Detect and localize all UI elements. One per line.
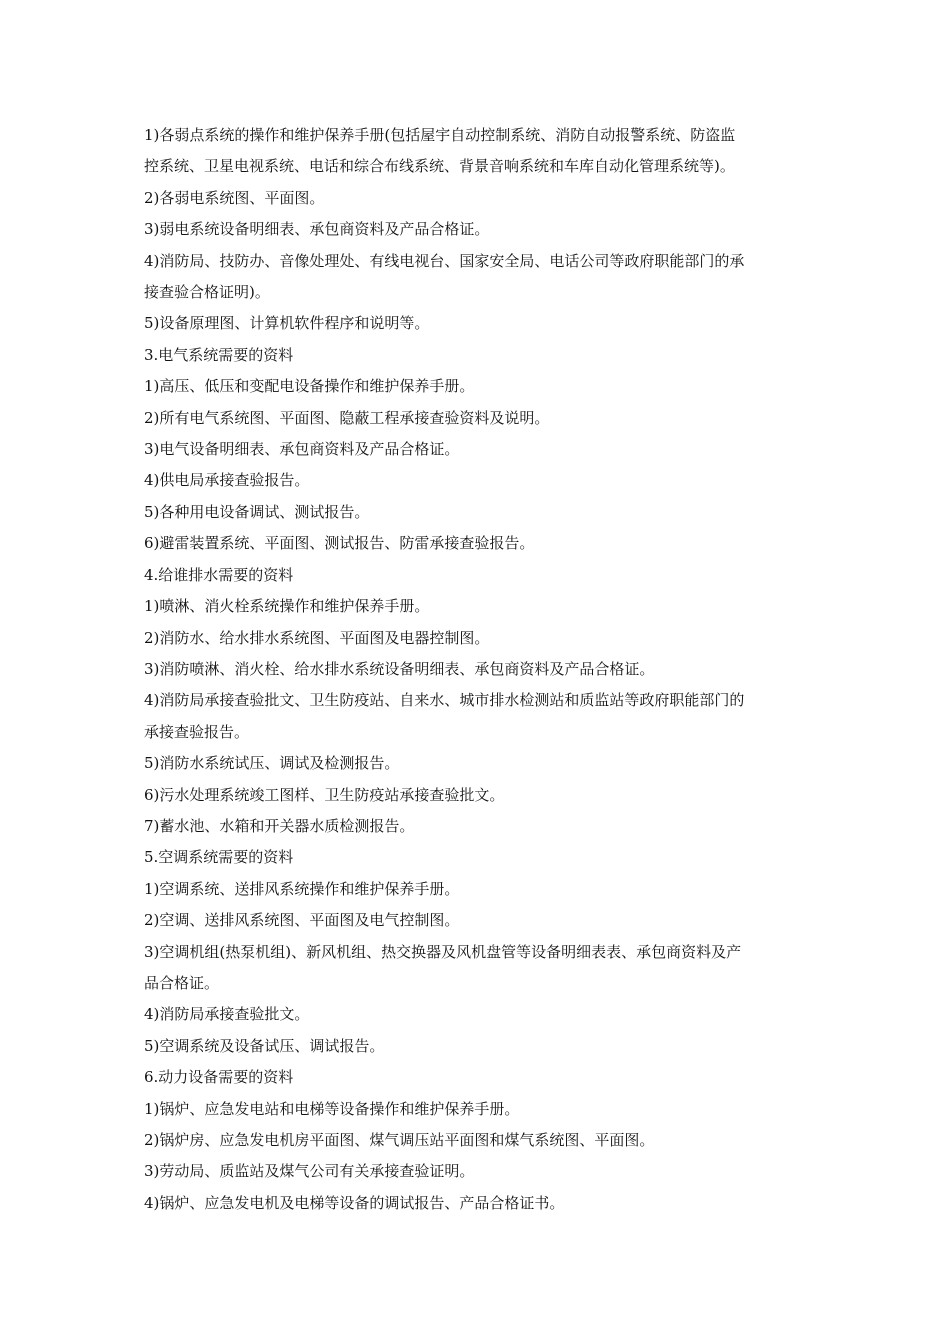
document-body xyxy=(144,120,814,1219)
text-line: 控系统、卫星电视系统、电话和综合布线系统、背景音响系统和车库自动化管理系统等)。 xyxy=(144,157,735,176)
text-line: 3)劳动局、质监站及煤气公司有关承接查验证明。 xyxy=(144,1162,475,1181)
text-line: 1)喷淋、消火栓系统操作和维护保养手册。 xyxy=(144,597,430,616)
section-heading: 5.空调系统需要的资料 xyxy=(144,848,294,867)
text-line: 3)消防喷淋、消火栓、给水排水系统设备明细表、承包商资料及产品合格证。 xyxy=(144,659,655,678)
text-line: 1)锅炉、应急发电站和电梯等设备操作和维护保养手册。 xyxy=(144,1099,520,1118)
text-line: 3)电气设备明细表、承包商资料及产品合格证。 xyxy=(144,440,460,459)
text-line: 6)污水处理系统竣工图样、卫生防疫站承接查验批文。 xyxy=(144,785,505,804)
text-line: 1)高压、低压和变配电设备操作和维护保养手册。 xyxy=(144,377,475,396)
text-line: 2)各弱电系统图、平面图。 xyxy=(144,188,325,207)
text-line: 6)避雷装置系统、平面图、测试报告、防雷承接查验报告。 xyxy=(144,534,535,553)
text-line: 4)消防局、技防办、音像处理处、有线电视台、国家安全局、电话公司等政府职能部门的承 xyxy=(144,251,745,270)
text-line: 4)消防局承接查验批文、卫生防疫站、自来水、城市排水检测站和质监站等政府职能部门的 xyxy=(144,691,745,710)
text-line: 7)蓄水池、水箱和开关器水质检测报告。 xyxy=(144,816,415,835)
text-line: 3)弱电系统设备明细表、承包商资料及产品合格证。 xyxy=(144,220,490,239)
text-line: 5)消防水系统试压、调试及检测报告。 xyxy=(144,754,400,773)
text-line: 承接查验报告。 xyxy=(144,722,250,741)
text-line: 1)各弱点系统的操作和维护保养手册(包括屋宇自动控制系统、消防自动报警系统、防盗监 xyxy=(144,126,736,144)
text-line: 4)供电局承接查验报告。 xyxy=(144,471,310,490)
text-line: 接查验合格证明)。 xyxy=(144,283,270,302)
text-line: 2)锅炉房、应急发电机房平面图、煤气调压站平面图和煤气系统图、平面图。 xyxy=(144,1131,655,1149)
text-line: 4)消防局承接查验批文。 xyxy=(144,1005,310,1024)
section-heading: 4.给谁排水需要的资料 xyxy=(144,565,294,584)
section-heading: 6.动力设备需要的资料 xyxy=(144,1068,294,1087)
text-line: 5)各种用电设备调试、测试报告。 xyxy=(144,502,370,521)
text-line: 1)空调系统、送排风系统操作和维护保养手册。 xyxy=(144,879,460,898)
text-line: 2)空调、送排风系统图、平面图及电气控制图。 xyxy=(144,911,460,930)
text-line: 5)空调系统及设备试压、调试报告。 xyxy=(144,1036,385,1055)
text-line: 5)设备原理图、计算机软件程序和说明等。 xyxy=(144,314,430,333)
section-heading: 3.电气系统需要的资料 xyxy=(144,345,294,364)
text-line: 2)所有电气系统图、平面图、隐蔽工程承接查验资料及说明。 xyxy=(144,408,550,427)
text-line: 4)锅炉、应急发电机及电梯等设备的调试报告、产品合格证书。 xyxy=(144,1193,565,1212)
text-line: 品合格证。 xyxy=(144,973,220,992)
text-line: 3)空调机组(热泵机组)、新风机组、热交换器及风机盘管等设备明细表表、承包商资料及产 xyxy=(144,942,742,961)
text-line: 2)消防水、给水排水系统图、平面图及电器控制图。 xyxy=(144,628,490,647)
